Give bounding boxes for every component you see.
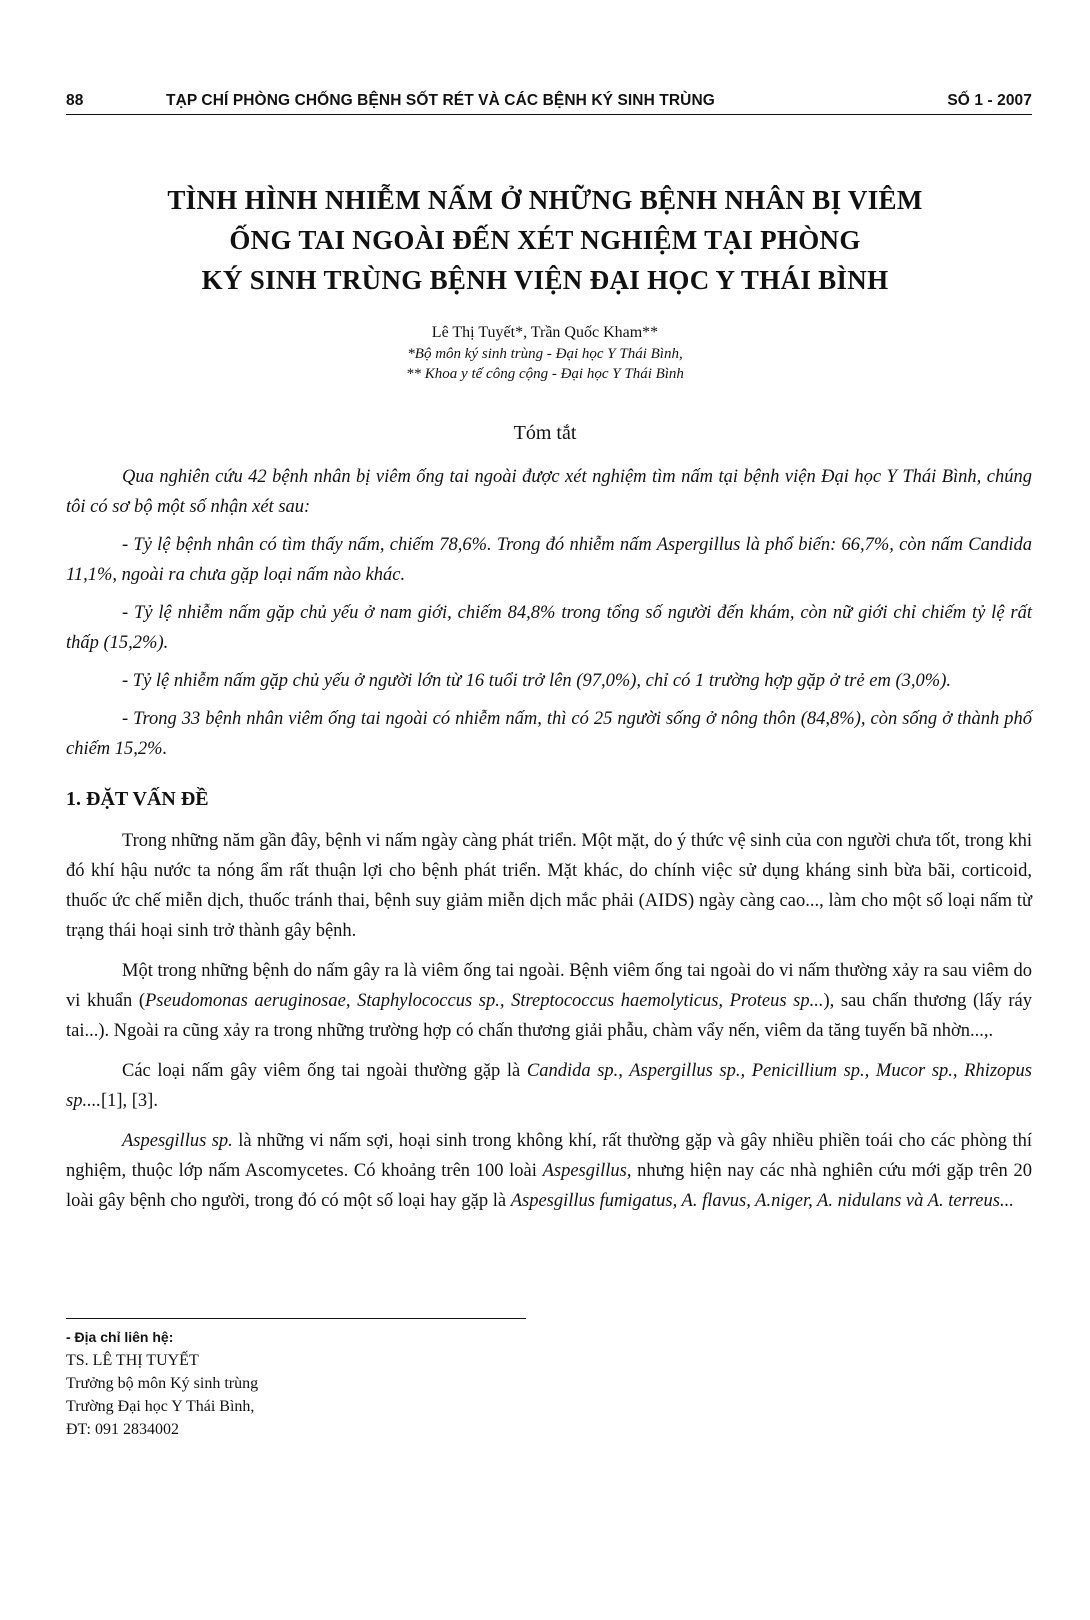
affiliation-2: ** Khoa y tế công cộng - Đại học Y Thái Bình	[406, 366, 684, 382]
section-body	[66, 826, 1032, 1226]
abstract-point-1: - Tỷ lệ bệnh nhân có tìm thấy nấm, chiếm 78,6%. Trong đó nhiễm nấm Aspergillus là phổ biến: 66,7%, còn nấm Candida 11,1%, ngoài ra chưa gặp loại nấm nào khác.	[66, 535, 1032, 585]
abstract-point-4: - Trong 33 bệnh nhân viêm ống tai ngoài có nhiễm nấm, thì có 25 người sống ở nông thôn (84,8%), còn sống ở thành phố chiếm 15,2%.	[66, 709, 1032, 759]
body-paragraph-4	[66, 1126, 1032, 1216]
p2-text-a: Một trong những bệnh do nấm gây ra là viêm ống tai ngoài. Bệnh viêm ống tai ngoài do vi nấm thường xảy ra sau viêm do vi khuẩn (	[66, 961, 1032, 1011]
footnote-contact	[66, 1326, 666, 1441]
p2-species: Pseudomonas aeruginosae, Staphylococcus sp., Streptococcus haemolyticus, Proteus sp...	[145, 991, 824, 1011]
p3-citation: [1], [3].	[100, 1091, 158, 1111]
title-line-2: ỐNG TAI NGOÀI ĐẾN XÉT NGHIỆM TẠI PHÒNG	[229, 225, 861, 255]
page-number: 88	[66, 92, 84, 109]
journal-title: TẠP CHÍ PHÒNG CHỐNG BỆNH SỐT RÉT VÀ CÁC BỆNH KÝ SINH TRÙNG	[166, 92, 715, 109]
body-paragraph-1: Trong những năm gần đây, bệnh vi nấm ngày càng phát triển. Một mặt, do ý thức vệ sinh của con người chưa tốt, trong khi đó khí hậu nước ta nóng ẩm rất thuận lợi cho bệnh phát triển. Mặt khác, do chính việc sử dụng kháng sinh bừa bãi, corticoid, thuốc ức chế miễn dịch, thuốc tránh thai, bệnh suy giảm miễn dịch mắc phải (AIDS) ngày càng cao..., làm cho một số loại nấm từ trạng thái hoại sinh trở thành gây bệnh.	[66, 831, 1032, 941]
p2-text-b: ), sau chấn thương (lấy ráy tai...). Ngoài ra cũng xảy ra trong những trường hợp có chấn thương giải phẫu, chàm vẩy nến, viêm da tăng tuyến bã nhờn...,.	[66, 991, 1033, 1041]
p4-genus-1: Aspesgillus sp.	[122, 1131, 233, 1151]
article-title	[80, 180, 1010, 300]
section-heading: 1. ĐẶT VẤN ĐỀ	[66, 788, 209, 810]
title-line-1: TÌNH HÌNH NHIỄM NẤM Ở NHỮNG BỆNH NHÂN BỊ VIÊM	[167, 185, 923, 215]
p3-species: Candida sp., Aspergillus sp., Penicillium sp., Mucor sp., Rhizopus sp....	[66, 1061, 1032, 1111]
contact-position: Trưởng bộ môn Ký sinh trùng	[66, 1375, 259, 1392]
running-header	[66, 92, 1032, 115]
p3-text-a: Các loại nấm gây viêm ống tai ngoài thường gặp là	[122, 1061, 527, 1081]
abstract-point-2: - Tỷ lệ nhiễm nấm gặp chủ yếu ở nam giới, chiếm 84,8% trong tổng số người đến khám, còn nữ giới chỉ chiếm tỷ lệ rất thấp (15,2%).	[66, 603, 1032, 653]
p4-text-b: , nhưng hiện nay các nhà nghiên cứu mới gặp trên 20 loài gây bệnh cho người, trong đó có một số loại hay gặp là	[66, 1161, 1032, 1211]
p4-genus-2: Aspesgillus	[542, 1161, 627, 1181]
abstract-intro: Qua nghiên cứu 42 bệnh nhân bị viêm ống tai ngoài được xét nghiệm tìm nấm tại bệnh viện Đại học Y Thái Bình, chúng tôi có sơ bộ một số nhận xét sau:	[66, 467, 1032, 517]
contact-institution: Trường Đại học Y Thái Bình,	[66, 1398, 255, 1415]
author-block	[120, 322, 970, 384]
contact-phone: ĐT: 091 2834002	[66, 1421, 179, 1438]
footnote-label: - Địa chỉ liên hệ:	[66, 1329, 174, 1345]
footnote-divider	[66, 1318, 526, 1319]
abstract-heading: Tóm tắt	[513, 422, 577, 444]
contact-name: TS. LÊ THỊ TUYẾT	[66, 1352, 199, 1369]
issue-number: SỐ 1 - 2007	[947, 92, 1032, 109]
body-paragraph-3	[66, 1056, 1032, 1116]
abstract-body	[66, 462, 1032, 772]
title-line-3: KÝ SINH TRÙNG BỆNH VIỆN ĐẠI HỌC Y THÁI BÌNH	[201, 265, 889, 295]
affiliation-1: *Bộ môn ký sinh trùng - Đại học Y Thái Bình,	[407, 346, 683, 362]
author-names: Lê Thị Tuyết*, Trần Quốc Kham**	[431, 324, 659, 341]
p4-text-a: là những vi nấm sợi, hoại sinh trong không khí, rất thường gặp và gây nhiều phiền toái cho các phòng thí nghiệm, thuộc lớp nấm Ascomycetes. Có khoảng trên 100 loài	[66, 1131, 1032, 1181]
body-paragraph-2	[66, 956, 1032, 1046]
p4-species: Aspesgillus fumigatus, A. flavus, A.niger, A. nidulans và A. terreus...	[510, 1191, 1014, 1211]
abstract-point-3: - Tỷ lệ nhiễm nấm gặp chủ yếu ở người lớn từ 16 tuổi trở lên (97,0%), chỉ có 1 trường hợp gặp ở trẻ em (3,0%).	[122, 671, 951, 691]
